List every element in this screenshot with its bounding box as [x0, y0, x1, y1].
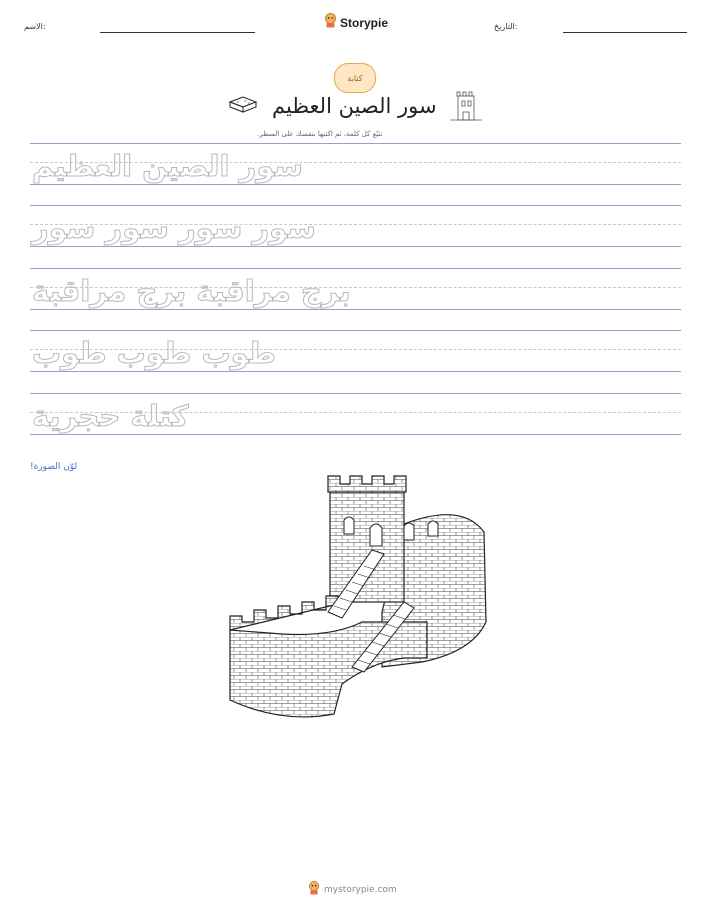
great-wall-coloring-image[interactable]: [222, 462, 492, 738]
tracing-text: سور سور سور سور: [32, 211, 316, 245]
row-top-line: [30, 143, 681, 144]
row-baseline: [30, 184, 681, 185]
row-top-line: [30, 393, 681, 394]
name-line[interactable]: [100, 32, 255, 33]
tracing-row[interactable]: [30, 268, 681, 330]
footer-site-link[interactable]: mystorypie.com: [324, 884, 397, 895]
category-badge-label: كتابة: [347, 73, 363, 83]
tracing-row[interactable]: [30, 393, 681, 455]
tracing-row[interactable]: [30, 143, 681, 205]
tower-icon: [448, 86, 484, 128]
row-top-line: [30, 268, 681, 269]
date-line[interactable]: [563, 32, 687, 33]
tracing-text: طوب طوب طوب: [32, 336, 277, 370]
row-baseline: [30, 371, 681, 372]
row-top-line: [30, 330, 681, 331]
tracing-row[interactable]: [30, 330, 681, 392]
footer: [308, 880, 397, 899]
brand-logo: [324, 13, 388, 32]
storypie-mascot-icon: [308, 880, 320, 899]
name-label: الاسم:: [24, 22, 46, 31]
storypie-mascot-icon: [324, 13, 337, 32]
brick-icon: [227, 94, 259, 118]
date-label: التاريخ:: [494, 22, 518, 31]
tracing-text: برج مراقبة برج مراقبة: [32, 274, 351, 308]
coloring-prompt: لوّن الصورة!: [30, 462, 78, 472]
tracing-text: كتلة حجرية: [32, 399, 189, 433]
row-baseline: [30, 309, 681, 310]
tracing-text: سور الصين العظيم: [32, 149, 303, 183]
brand-name: Storypie: [340, 15, 389, 30]
row-baseline: [30, 434, 681, 435]
row-baseline: [30, 246, 681, 247]
row-top-line: [30, 205, 681, 206]
category-badge: [334, 63, 376, 93]
worksheet-title: سور الصين العظيم: [272, 94, 437, 118]
instruction-text: تتبّع كل كلمة، ثم اكتبها بنفسك على السطر.: [257, 130, 383, 138]
tracing-row[interactable]: [30, 205, 681, 267]
